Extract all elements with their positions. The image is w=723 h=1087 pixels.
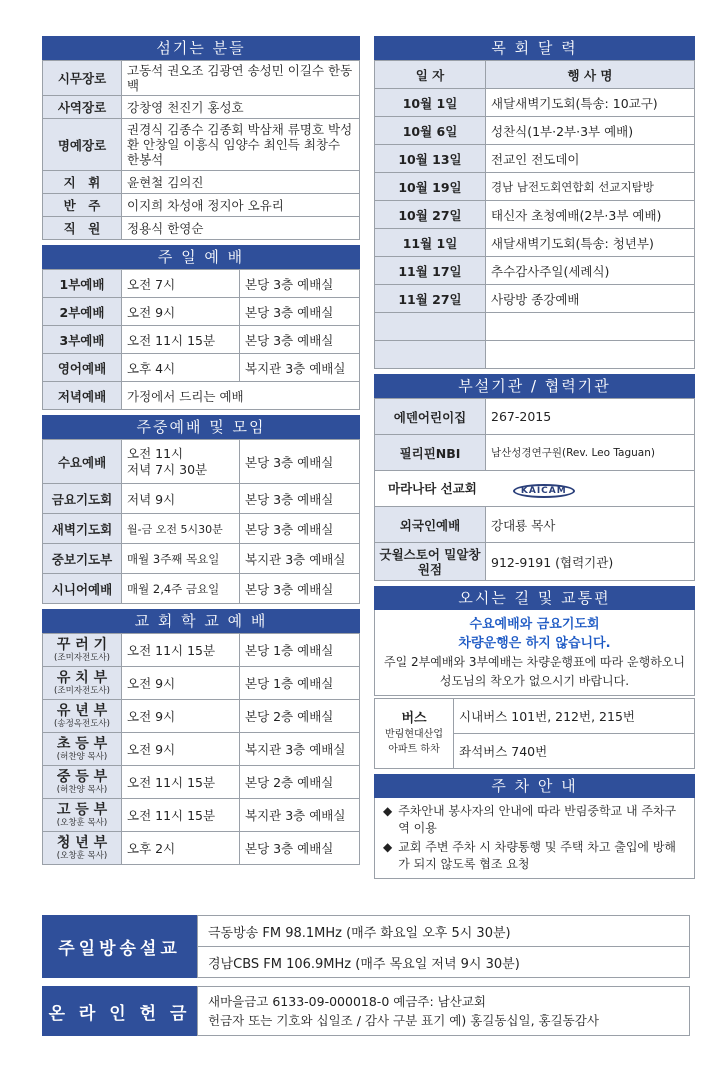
service-time: 오전 7시 xyxy=(122,270,240,298)
dept-name: 청 년 부 xyxy=(56,835,108,851)
calendar-section xyxy=(374,36,695,369)
event-date: 11월 27일 xyxy=(375,285,486,313)
school-table xyxy=(42,633,360,865)
bus-table xyxy=(374,698,695,769)
offering-line: 헌금자 또는 기호와 십일조 / 감사 구분 표기 예) 홍길동십일, 홍길동감사 xyxy=(208,1013,599,1028)
dept-time: 오전 9시 xyxy=(122,667,240,700)
left-column xyxy=(42,36,360,870)
servants-table xyxy=(42,60,360,240)
weekday-title: 주중예배 및 모임 xyxy=(42,415,360,439)
meeting-place: 복지관 3층 예배실 xyxy=(240,544,360,574)
dept-place: 본당 2층 예배실 xyxy=(240,700,360,733)
servant-value: 윤현철 김의진 xyxy=(122,171,360,194)
directions-section xyxy=(374,586,695,769)
dept-leader: (조미자전도사) xyxy=(54,686,110,696)
servant-value: 고동석 권오조 김광연 송성민 이길수 한동백 xyxy=(122,61,360,96)
event-name: 추수감사주일(세례식) xyxy=(486,257,695,285)
affiliates-table xyxy=(374,398,695,581)
dept-name: 유 치 부 xyxy=(56,670,108,686)
service-label: 3부예배 xyxy=(43,326,122,354)
offering-label: 온 라 인 헌 금 xyxy=(42,986,197,1036)
bus-route: 좌석버스 740번 xyxy=(454,734,695,769)
service-place: 복지관 3층 예배실 xyxy=(240,354,360,382)
directions-notice-line: 수요예배와 금요기도회 xyxy=(469,617,600,632)
parking-item xyxy=(383,803,686,837)
event-date xyxy=(375,313,486,341)
calendar-col-event: 행 사 명 xyxy=(486,61,695,89)
dept-label xyxy=(43,733,122,766)
dept-time: 오전 11시 15분 xyxy=(122,634,240,667)
dept-place: 본당 1층 예배실 xyxy=(240,634,360,667)
meeting-time xyxy=(122,440,240,484)
meeting-label: 중보기도부 xyxy=(43,544,122,574)
meeting-label: 금요기도회 xyxy=(43,484,122,514)
broadcast-label: 주일방송설교 xyxy=(42,915,197,978)
service-label: 1부예배 xyxy=(43,270,122,298)
broadcast-line: 경남CBS FM 106.9MHz (매주 목요일 저녁 9시 30분) xyxy=(208,956,520,972)
dept-leader: (허찬양 목사) xyxy=(56,752,108,762)
dept-leader: (오창훈 목사) xyxy=(56,851,108,861)
event-date: 10월 19일 xyxy=(375,173,486,201)
event-name: 사랑방 종강예배 xyxy=(486,285,695,313)
dept-time: 오후 2시 xyxy=(122,832,240,865)
directions-notice-line: 차량운행은 하지 않습니다. xyxy=(458,636,611,651)
meeting-time-line: 오전 11시 xyxy=(127,445,184,461)
right-column xyxy=(374,36,695,884)
meeting-time-line: 저녁 7시 30분 xyxy=(127,461,208,477)
parking-list xyxy=(374,798,695,879)
event-date: 10월 6일 xyxy=(375,117,486,145)
bus-stop: 반림현대산업 아파트 하차 xyxy=(385,728,443,755)
dept-label xyxy=(43,766,122,799)
dept-name: 꾸 러 기 xyxy=(56,637,108,653)
service-place: 본당 3층 예배실 xyxy=(240,326,360,354)
offering-section xyxy=(42,986,690,1036)
event-date: 10월 1일 xyxy=(375,89,486,117)
affiliate-value: 강대룡 목사 xyxy=(486,507,695,543)
servant-value: 이지희 차성애 정지아 오유리 xyxy=(122,194,360,217)
broadcast-lines xyxy=(197,915,690,978)
dept-time: 오전 9시 xyxy=(122,700,240,733)
event-name: 태신자 초청예배(2부·3부 예배) xyxy=(486,201,695,229)
parking-title: 주 차 안 내 xyxy=(374,774,695,798)
dept-place: 본당 3층 예배실 xyxy=(240,832,360,865)
service-time: 가정에서 드리는 예배 xyxy=(122,382,360,410)
service-label: 저녁예배 xyxy=(43,382,122,410)
affiliate-label: 마라나타 선교회 xyxy=(388,481,477,496)
affiliate-label: 굿윌스토어 밀알창원점 xyxy=(375,543,486,581)
servant-label: 사역장로 xyxy=(43,96,122,119)
servant-value: 강창영 천진기 홍성호 xyxy=(122,96,360,119)
parking-item-text: 교회 주변 주차 시 차량통행 및 주택 차고 출입에 방해가 되지 않도록 협조 요청 xyxy=(398,840,676,871)
dept-label xyxy=(43,799,122,832)
diamond-bullet-icon: ◆ xyxy=(383,840,393,854)
calendar-title: 목 회 달 력 xyxy=(374,36,695,60)
dept-name: 초 등 부 xyxy=(56,736,108,752)
service-label: 영어예배 xyxy=(43,354,122,382)
broadcast-line: 극동방송 FM 98.1MHz (매주 화요일 오후 5시 30분) xyxy=(198,916,689,947)
meeting-place: 본당 3층 예배실 xyxy=(240,574,360,604)
event-date: 11월 17일 xyxy=(375,257,486,285)
servant-label: 시무장로 xyxy=(43,61,122,96)
parking-section xyxy=(374,774,695,879)
service-place: 본당 3층 예배실 xyxy=(240,298,360,326)
diamond-bullet-icon: ◆ xyxy=(383,804,393,818)
servant-value: 권경식 김종수 김종회 박삼채 류명호 박성환 안창일 이흥식 임양수 최인득 최창수 한봉석 xyxy=(122,119,360,171)
affiliate-label: 외국인예배 xyxy=(375,507,486,543)
parking-item xyxy=(383,839,686,873)
event-name: 새달새벽기도회(특송: 청년부) xyxy=(486,229,695,257)
event-name: 경남 남전도회연합회 선교지탐방 xyxy=(486,173,695,201)
meeting-label: 새벽기도회 xyxy=(43,514,122,544)
dept-name: 유 년 부 xyxy=(56,703,108,719)
service-time: 오후 4시 xyxy=(122,354,240,382)
dept-time: 오전 11시 15분 xyxy=(122,799,240,832)
parking-item-text: 주차안내 봉사자의 안내에 따라 반림중학교 내 주차구역 이용 xyxy=(398,804,677,835)
affiliate-label: 필리핀NBI xyxy=(375,435,486,471)
event-name: 새달새벽기도회(특송: 10교구) xyxy=(486,89,695,117)
affiliates-title: 부설기관 / 협력기관 xyxy=(374,374,695,398)
dept-place: 본당 2층 예배실 xyxy=(240,766,360,799)
directions-body: 주일 2부예배와 3부예배는 차량운행표에 따라 운행하오니 성도님의 착오가 없으시기 바랍니다. xyxy=(384,655,685,688)
weekday-section xyxy=(42,415,360,604)
dept-time: 오전 11시 15분 xyxy=(122,766,240,799)
meeting-label: 수요예배 xyxy=(43,440,122,484)
dept-label xyxy=(43,634,122,667)
dept-name: 중 등 부 xyxy=(56,769,108,785)
service-time: 오전 9시 xyxy=(122,298,240,326)
meeting-place: 본당 3층 예배실 xyxy=(240,440,360,484)
dept-place: 본당 1층 예배실 xyxy=(240,667,360,700)
servants-title: 섬기는 분들 xyxy=(42,36,360,60)
sunday-table xyxy=(42,269,360,410)
school-section xyxy=(42,609,360,865)
dept-leader: (송정옥전도사) xyxy=(54,719,110,729)
event-date: 10월 27일 xyxy=(375,201,486,229)
servant-label: 지 휘 xyxy=(43,171,122,194)
offering-line: 새마을금고 6133-09-000018-0 예금주: 남산교회 xyxy=(208,994,486,1009)
dept-label xyxy=(43,832,122,865)
meeting-time: 매월 2,4주 금요일 xyxy=(122,574,240,604)
event-name xyxy=(486,341,695,369)
directions-title: 오시는 길 및 교통편 xyxy=(374,586,695,610)
event-date xyxy=(375,341,486,369)
service-time: 오전 11시 15분 xyxy=(122,326,240,354)
bus-label-cell xyxy=(375,699,454,769)
dept-leader: (오창훈 목사) xyxy=(56,818,108,828)
service-place: 본당 3층 예배실 xyxy=(240,270,360,298)
dept-name: 고 등 부 xyxy=(56,802,108,818)
calendar-table xyxy=(374,60,695,369)
meeting-time: 저녁 9시 xyxy=(122,484,240,514)
event-date: 11월 1일 xyxy=(375,229,486,257)
servant-label: 반 주 xyxy=(43,194,122,217)
meeting-label: 시니어예배 xyxy=(43,574,122,604)
servant-value: 정용식 한영순 xyxy=(122,217,360,240)
affiliate-value: 267-2015 xyxy=(486,399,695,435)
event-name xyxy=(486,313,695,341)
dept-place: 복지관 3층 예배실 xyxy=(240,799,360,832)
service-label: 2부예배 xyxy=(43,298,122,326)
broadcast-section xyxy=(42,915,690,978)
weekday-table xyxy=(42,439,360,604)
bus-route: 시내버스 101번, 212번, 215번 xyxy=(454,699,695,734)
kaicam-logo-icon: KAICAM xyxy=(513,484,575,498)
servant-label: 명예장로 xyxy=(43,119,122,171)
meeting-place: 본당 3층 예배실 xyxy=(240,484,360,514)
sunday-title: 주 일 예 배 xyxy=(42,245,360,269)
affiliate-value: 남산성경연구원(Rev. Leo Taguan) xyxy=(486,435,695,471)
offering-lines xyxy=(197,986,690,1036)
servant-label: 직 원 xyxy=(43,217,122,240)
sunday-section xyxy=(42,245,360,410)
dept-label xyxy=(43,700,122,733)
school-title: 교 회 학 교 예 배 xyxy=(42,609,360,633)
dept-time: 오전 9시 xyxy=(122,733,240,766)
meeting-time: 월-금 오전 5시30분 xyxy=(122,514,240,544)
dept-leader: (조미자전도사) xyxy=(54,653,110,663)
meeting-place: 본당 3층 예배실 xyxy=(240,514,360,544)
affiliates-section xyxy=(374,374,695,581)
event-date: 10월 13일 xyxy=(375,145,486,173)
affiliate-row xyxy=(375,471,695,507)
dept-place: 복지관 3층 예배실 xyxy=(240,733,360,766)
event-name: 성찬식(1부·2부·3부 예배) xyxy=(486,117,695,145)
affiliate-value: 912-9191 (협력기관) xyxy=(486,543,695,581)
dept-leader: (허찬양 목사) xyxy=(56,785,108,795)
event-name: 전교인 전도데이 xyxy=(486,145,695,173)
servants-section xyxy=(42,36,360,240)
calendar-col-date: 일 자 xyxy=(375,61,486,89)
affiliate-label: 에덴어린이집 xyxy=(375,399,486,435)
bus-label: 버스 xyxy=(401,710,427,726)
directions-notice xyxy=(374,610,695,696)
meeting-time: 매월 3주째 목요일 xyxy=(122,544,240,574)
dept-label xyxy=(43,667,122,700)
